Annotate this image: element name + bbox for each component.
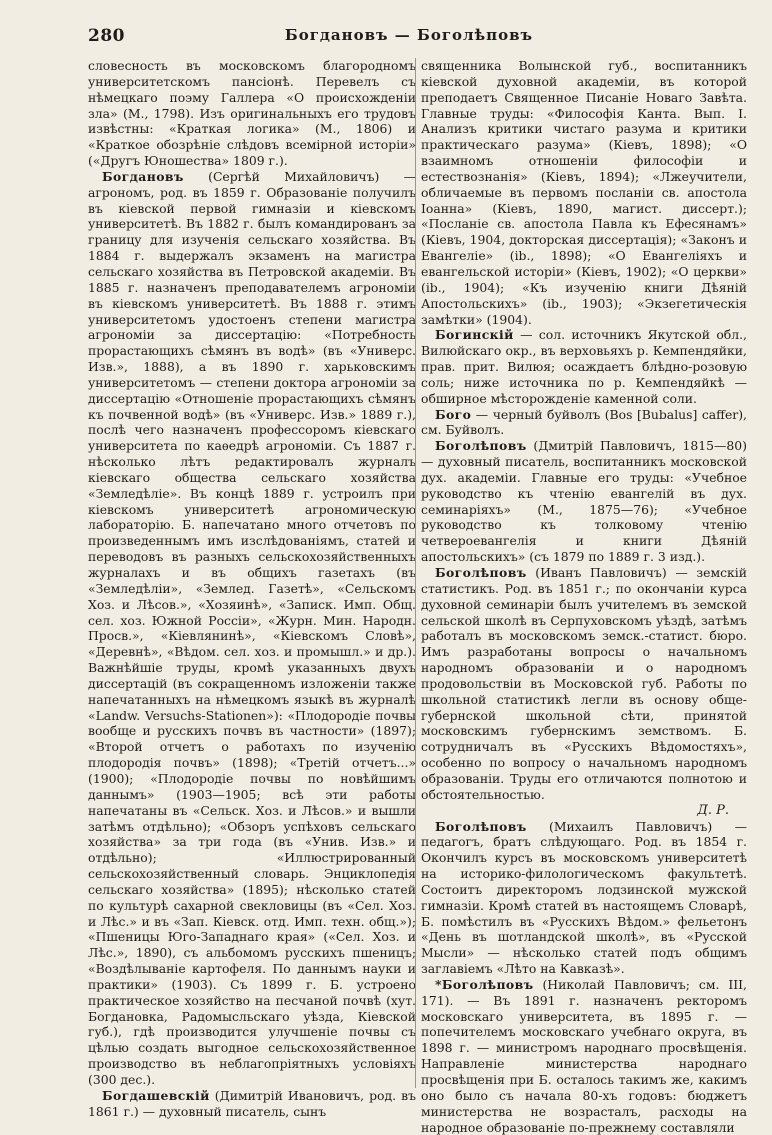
page-number: 280	[88, 26, 125, 46]
article-text: — черный буйволъ (Bos [Bubalus] caffer), см. Буйволъ.	[421, 406, 747, 438]
article-bogolepov-mikhail	[421, 819, 747, 977]
headword: Боголѣповъ	[435, 565, 527, 580]
article-boginsky	[421, 327, 747, 406]
column-divider	[415, 58, 416, 1088]
headword: Богдановъ	[102, 168, 184, 184]
running-head: Богдановъ — Боголѣповъ	[284, 26, 534, 44]
article-bogo	[421, 407, 747, 439]
headword: Боголѣповъ	[435, 438, 527, 454]
article-bogolepov-nikolai	[421, 977, 747, 1135]
article-bogdashevsky	[88, 1088, 416, 1120]
article-bogolepov-dmitry	[421, 438, 747, 565]
headword: Богдашевскій	[102, 1087, 210, 1103]
article-text: священника Волынской губ., воспитанникъ кіевской духовной академіи, въ которой преподаетъ Священное Писаніе Новаго Завѣта. Главные труды: «Философія Канта. Вып. I. Анализъ критики чистаго разума и критики практическаго разума» (Кіевъ, 1898); «О взаимномъ отношеніи философіи и естествознанія» (Кіевъ, 1894); «Лжеучители, обличаемые въ первомъ посланіи св. апостола Іоанна» (Кіевъ, 1890, магист. диссерт.); «Посланіе св. апостола Павла къ Ефесянамъ» (Кіевъ, 1904, докторская диссертація); «Законъ и Евангеліе» (ib., 1898); «О Евангеліяхъ и евангельской исторіи» (Кіевъ, 1902); «О церкви» (ib., 1904); «Къ изученію книги Дѣяній Апостольскихъ» (ib., 1903); «Экзегетическія замѣтки» (1904).	[421, 58, 747, 327]
article-text: (Иванъ Павловичъ) — земскій статистикъ. Род. въ 1851 г.; по окончаніи курса духовной семинаріи былъ учителемъ въ земской сельской школѣ въ Серпуховскомъ уѣздѣ, затѣмъ работалъ въ московскомъ земск.-статист. бюро. Имъ разработаны вопросы о начальномъ народномъ образованіи и о народномъ продовольствіи въ Московской губ. Работы по школьной статистикѣ легли въ основу обще-губернской школьной сѣти, принятой московскимъ губернскимъ земствомъ. Б. сотрудничалъ въ «Русскихъ Вѣдомостяхъ», особенно по вопросу о начальномъ народномъ образованіи. Труды его отличаются полнотою и обстоятельностью.	[421, 565, 747, 802]
article-text: (Сергѣй Михайловичъ) — агрономъ, род. въ 1859 г. Образованіе получилъ въ кіевской первой гимназіи и кіевскомъ университетѣ. Въ 1882 г. былъ командированъ за границу для изученія сельскаго хозяйства. Въ 1884 г. выдержалъ экзаменъ на магистра сельскаго хозяйства въ Петровской академіи. Въ 1885 г. назначенъ преподавателемъ агрономіи въ кіевскомъ университетѣ. Въ 1888 г. этимъ университетомъ удостоенъ степени магистра агрономіи за диссертацію: «Потребность прорастающихъ сѣмянъ въ водѣ» (въ «Универс. Изв.», 1888), а въ 1890 г. харьковскимъ университетомъ — степени доктора агрономіи за диссертацію «Отношеніе прорастающихъ сѣмянъ къ почвенной водѣ» (въ «Универс. Изв.» 1889 г.), послѣ чего назначенъ профессоромъ кіевскаго университета по каѳедрѣ агрономіи. Съ 1887 г. нѣсколько лѣтъ редактировалъ журналъ кіевскаго общества сельскаго хозяйства «Земледѣліе». Въ концѣ 1889 г. устроилъ при кіевскомъ университетѣ агрономическую лабораторію. Б. напечатано много отчетовъ по произведеннымъ имъ изслѣдованіямъ, статей и переводовъ въ разныхъ сельскохозяйственныхъ журналахъ и въ общихъ газетахъ (въ «Земледѣліи», «Землед. Газетѣ», «Сельскомъ Хоз. и Лѣсов.», «Хозяинѣ», «Запиcк. Имп. Общ. сел. хоз. Южной Россіи», «Журн. Мин. Народн. Просв.», «Кіевлянинѣ», «Кіевскомъ Словѣ», «Деревнѣ», «Вѣдом. сел. хоз. и промышл.» и др.). Важнѣйшіе труды, кромѣ указанныхъ двухъ диссертацій (въ сокращенномъ изложеніи также напечатанныхъ на нѣмецкомъ языкѣ въ журналѣ «Landw. Versuchs-Stationen»): «Плодородіе почвы вообще и русскихъ почвъ въ частности» (1897); «Второй отчетъ о работахъ по изученію плодородія почвъ» (1898); «Третій отчетъ...» (1900); «Плодородіе почвы по новѣйшимъ даннымъ» (1903—1905; всѣ эти работы напечатаны въ «Сельск. Хоз. и Лѣсов.» и вышли затѣмъ отдѣльно); «Обзоръ успѣховъ сельскаго хозяйства» за три года (въ «Унив. Изв.» и отдѣльно); «Иллюстрированный сельскохозяйственный словарь. Энциклопедія сельскаго хозяйства» (1895); нѣсколько статей по культурѣ сахарной свекловицы (въ «Сел. Хоз. и Лѣс.» и въ «Зап. Кіевск. отд. Имп. техн. общ.»); «Пшеницы Юго-Западнаго края» («Сел. Хоз. и Лѣс.», 1890), съ альбомомъ русскихъ пшеницъ; «Воздѣлываніе картофеля. По даннымъ науки и практики» (1903). Съ 1899 г. Б. устроено практическое хозяйство на песчаной почвѣ (хут. Богдановка, Радомысльскаго уѣзда, Кіевской губ.), гдѣ производится улучшеніе почвы съ цѣлью создать выгодное сельскохозяйственное производство въ неблагопріятныхъ условіяхъ (300 дес.).	[88, 168, 416, 1087]
article-text: (Николай Павловичъ; см. III, 171). — Въ 1891 г. назначенъ ректоромъ московскаго университета, въ 1895 г. — попечителемъ московскаго учебнаго округа, въ 1898 г. — министромъ народнаго просвѣщенія. Направленіе министерства народнаго просвѣщенія при Б. осталось такимъ же, какимъ оно было съ начала 80-хъ годовъ: бюджетъ министерства не возрасталъ, расходы на народное образованіе по-прежнему составляли	[421, 976, 747, 1135]
page-header	[88, 26, 730, 50]
article-continuation	[421, 58, 747, 327]
headword: Бого	[435, 406, 472, 422]
article-continuation	[88, 58, 416, 169]
author-signature: Д. Р.	[697, 802, 729, 818]
article-bogolepov-ivan	[421, 565, 747, 803]
right-column	[421, 58, 747, 1135]
headword: Богинскій	[435, 327, 514, 343]
article-text: (Димитрій Ивановичъ, род. въ 1861 г.) — духовный писатель, сынъ	[88, 1087, 416, 1119]
headword: *Боголѣповъ	[435, 976, 534, 992]
article-bogdanov-sergei	[88, 169, 416, 1088]
article-text: (Дмитрій Павловичъ, 1815—80) — духовный писатель, воспитанникъ московской дух. академіи. Главные его труды: «Учебное руководство къ чтенію евангелій въ дух. семинаріяхъ» (М., 1875—76); «Учебное руководство къ толковому чтенію четвероевангелія и книги Дѣяній апостольскихъ» (съ 1879 по 1889 г. 3 изд.).	[421, 438, 747, 565]
article-text: словесность въ московскомъ благородномъ университетскомъ пансіонѣ. Перевелъ съ нѣмецкаго поэму Галлера «О происхожденіи зла» (М., 1798). Изъ оригинальныхъ его трудовъ извѣстны: «Краткая логика» (М., 1806) и «Краткое обозрѣніе слѣдовъ всемірной исторіи» («Другъ Юношества» 1809 г.).	[88, 58, 416, 169]
headword: Боголѣповъ	[435, 818, 527, 834]
article-text: (Михаилъ Павловичъ) — педагогъ, братъ слѣдующаго. Род. въ 1854 г. Окончилъ курсъ въ московскомъ университетѣ на историко-филологическомъ факультетѣ. Состоитъ директоромъ лодзинской мужской гимназіи. Кромѣ статей въ настоящемъ Словарѣ, Б. помѣстилъ въ «Русскихъ Вѣдом.» фельетонъ «День въ шотландской школѣ», въ «Русской Мысли» — нѣсколько статей подъ общимъ заглавіемъ «Лѣто на Кавказѣ».	[421, 818, 747, 977]
left-column	[88, 58, 416, 1120]
article-text: — сол. источникъ Якутской обл., Вилюйскаго окр., въ верховьяхъ р. Кемпендяйки, прав. прит. Вилюя; осаждаетъ блѣдно-розовую соль; ниже источника по р. Кемпендяйкѣ — обширное мѣсторожденіе каменной соли.	[421, 327, 747, 406]
